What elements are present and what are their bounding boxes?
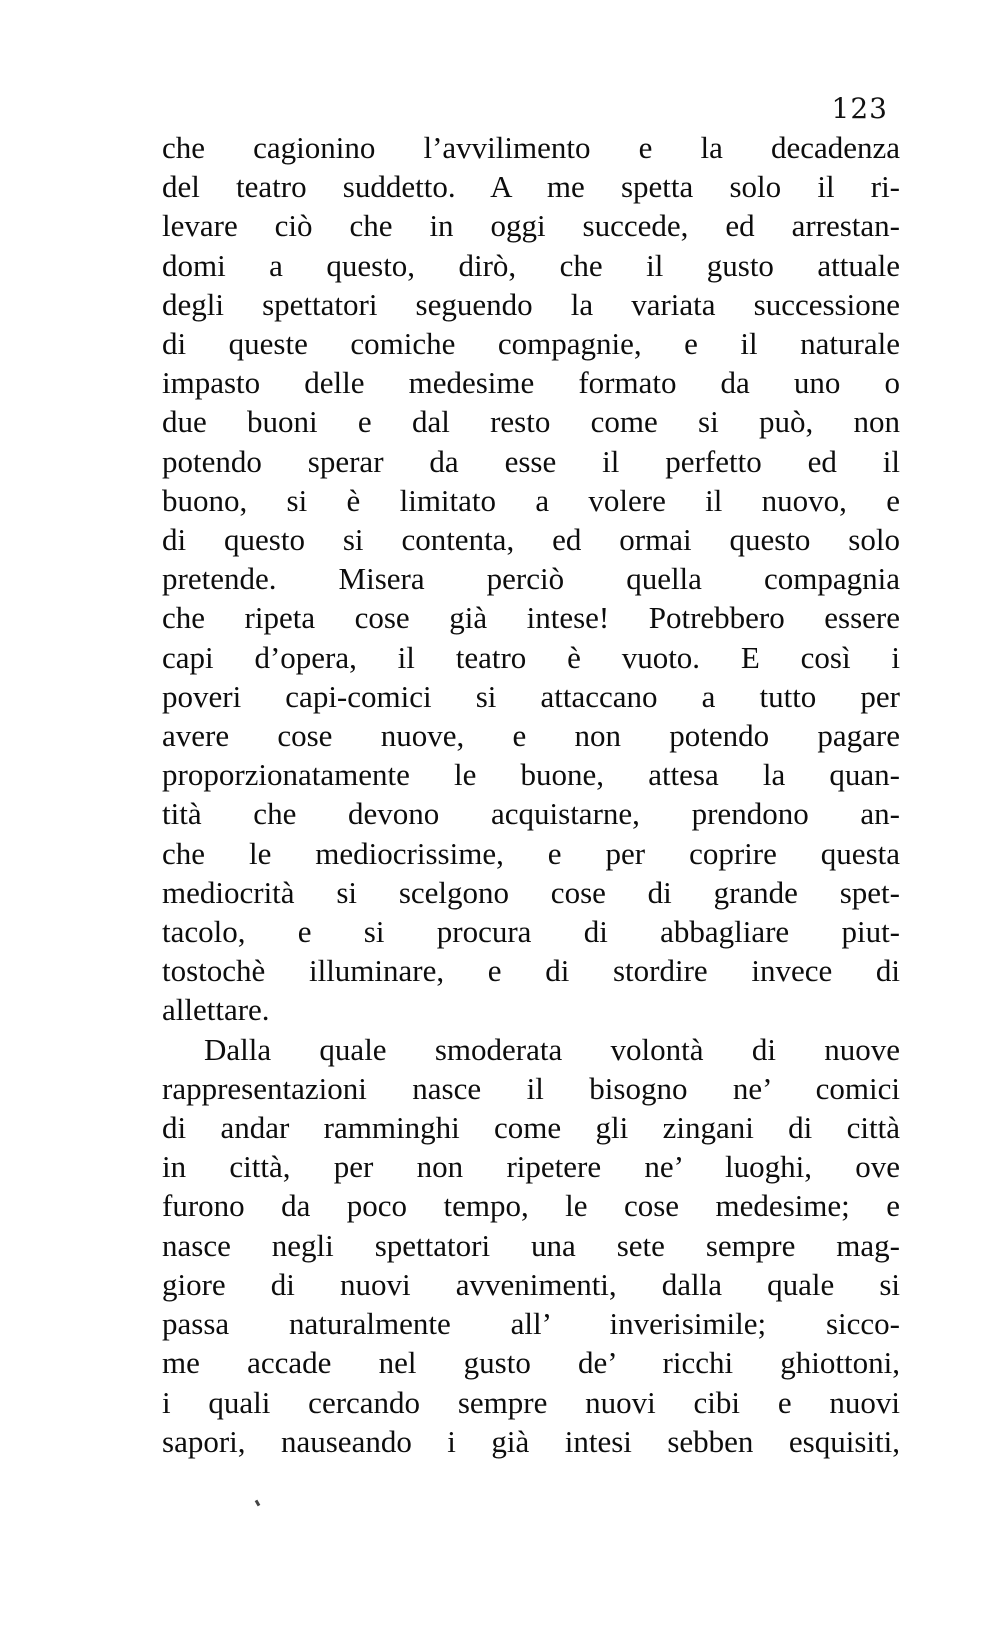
text-line: nasce negli spettatori una sete sempre mag- — [162, 1227, 900, 1263]
text-line: del teatro suddetto. A me spetta solo il ri- — [162, 169, 900, 205]
text-line: sapori, nauseando i già intesi sebben esquisiti, — [162, 1423, 900, 1459]
text-line: passa naturalmente all’ inverisimile; sicco- — [162, 1306, 900, 1342]
text-line: proporzionatamente le buone, attesa la quan- — [162, 757, 900, 793]
text-line: tacolo, e si procura di abbagliare piut- — [162, 914, 900, 950]
text-line: due buoni e dal resto come si può, non — [162, 404, 900, 440]
text-line: i quali cercando sempre nuovi cibi e nuovi — [162, 1384, 900, 1420]
text-line: rappresentazioni nasce il bisogno ne’ comici — [162, 1070, 900, 1106]
text-line: che le mediocrissime, e per coprire questa — [162, 835, 900, 871]
text-line: pretende. Misera perciò quella compagnia — [162, 561, 900, 597]
text-line: di questo si contenta, ed ormai questo solo — [162, 522, 900, 558]
text-line: poveri capi-comici si attaccano a tutto per — [162, 678, 900, 714]
text-line: levare ciò che in oggi succede, ed arrestan- — [162, 208, 900, 244]
text-line: di queste comiche compagnie, e il naturale — [162, 326, 900, 362]
text-line: tità che devono acquistarne, prendono an- — [162, 796, 900, 832]
text-line: che cagionino l’avvilimento e la decadenza — [162, 130, 900, 165]
text-line: domi a questo, dirò, che il gusto attuale — [162, 247, 900, 283]
text-line: che ripeta cose già intese! Potrebbero essere — [162, 600, 900, 636]
text-line: Dalla quale smoderata volontà di nuove — [204, 1031, 900, 1067]
text-line: degli spettatori seguendo la variata successione — [162, 286, 900, 322]
page-number: 123 — [831, 92, 888, 125]
text-line: in città, per non ripetere ne’ luoghi, ove — [162, 1149, 900, 1185]
text-line: me accade nel gusto de’ ricchi ghiottoni, — [162, 1345, 900, 1381]
text-line: furono da poco tempo, le cose medesime; e — [162, 1188, 900, 1224]
text-line: tostochè illuminare, e di stordire invece di — [162, 953, 900, 989]
text-line: impasto delle medesime formato da uno o — [162, 365, 900, 401]
text-line: capi d’opera, il teatro è vuoto. E così i — [162, 639, 900, 675]
text-line: allettare. — [162, 992, 270, 1028]
text-line: giore di nuovi avvenimenti, dalla quale si — [162, 1266, 900, 1302]
text-line: mediocrità si scelgono cose di grande spet- — [162, 874, 900, 910]
body-text — [162, 128, 900, 1461]
text-line: di andar ramminghi come gli zingani di città — [162, 1110, 900, 1146]
text-line: potendo sperar da esse il perfetto ed il — [162, 443, 900, 479]
text-line: buono, si è limitato a volere il nuovo, e — [162, 482, 900, 518]
ink-speck — [255, 1500, 261, 1507]
text-line: avere cose nuove, e non potendo pagare — [162, 718, 900, 754]
